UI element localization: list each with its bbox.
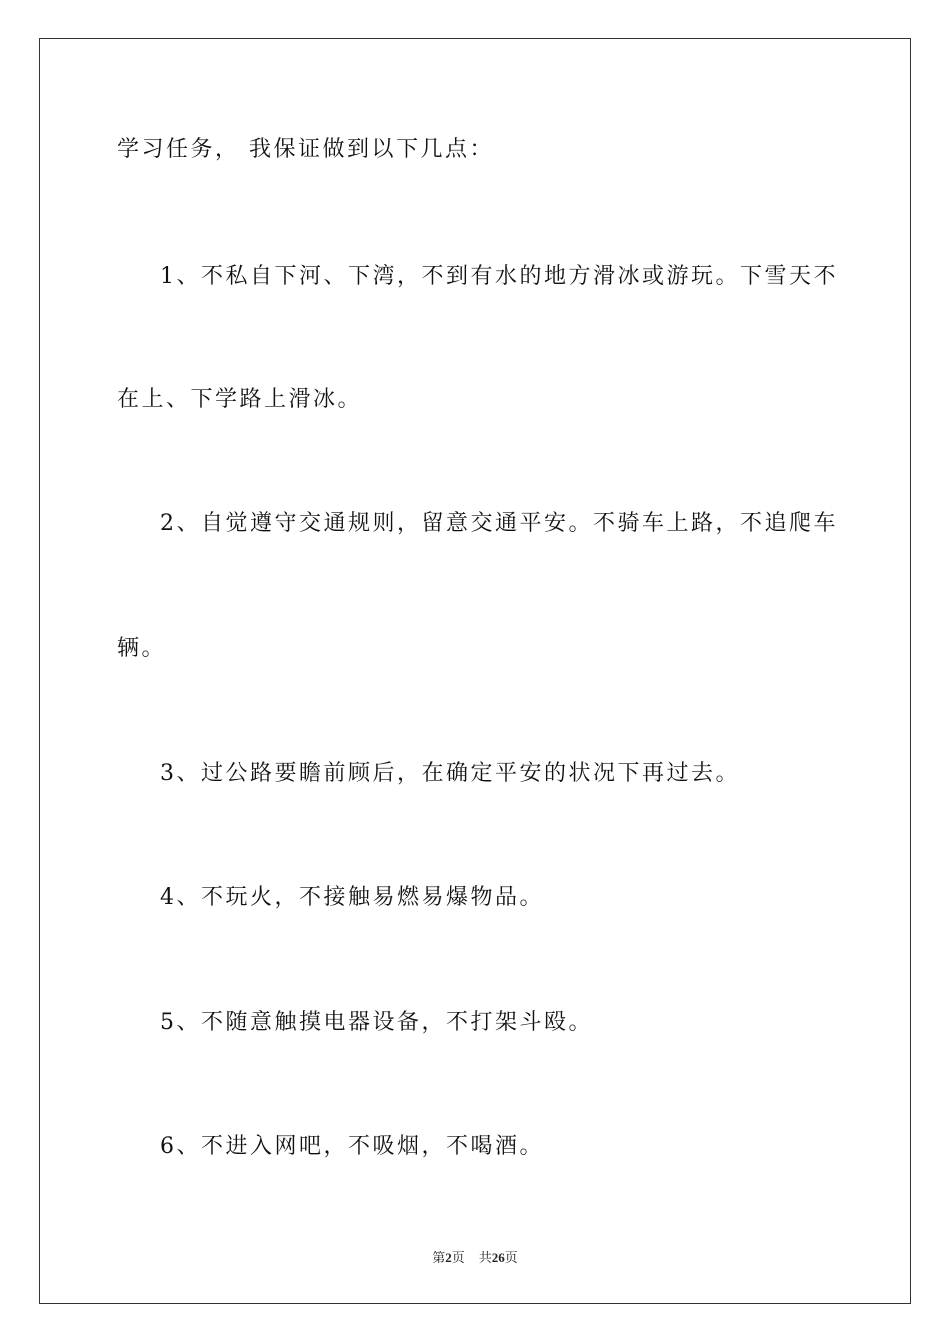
footer-total-suffix: 页 bbox=[504, 1250, 518, 1265]
footer-total-pages: 26 bbox=[491, 1250, 505, 1265]
text-line-item-3: 3、过公路要瞻前顾后，在确定平安的状况下再过去。 bbox=[160, 761, 740, 786]
text-line-item-5: 5、不随意触摸电器设备，不打架斗殴。 bbox=[160, 1010, 593, 1035]
footer-page-prefix: 第 bbox=[432, 1250, 446, 1265]
text-line-item-1-cont: 在上、下学路上滑冰。 bbox=[117, 387, 363, 412]
footer-total-prefix: 共 bbox=[478, 1250, 492, 1265]
footer-page-suffix: 页 bbox=[451, 1250, 465, 1265]
page-footer bbox=[0, 1247, 950, 1266]
text-line-intro: 学习任务， 我保证做到以下几点： bbox=[117, 137, 494, 162]
footer-page-current: 2 bbox=[445, 1250, 452, 1265]
text-line-item-2: 2、自觉遵守交通规则，留意交通平安。不骑车上路，不追爬车 bbox=[160, 511, 838, 536]
text-line-item-1: 1、不私自下河、下湾，不到有水的地方滑冰或游玩。下雪天不 bbox=[160, 264, 838, 289]
text-line-item-2-cont: 辆。 bbox=[117, 636, 167, 661]
text-line-item-6: 6、不进入网吧，不吸烟，不喝酒。 bbox=[160, 1134, 544, 1159]
text-line-item-4: 4、不玩火，不接触易燃易爆物品。 bbox=[160, 885, 544, 910]
page-frame bbox=[39, 38, 911, 1304]
